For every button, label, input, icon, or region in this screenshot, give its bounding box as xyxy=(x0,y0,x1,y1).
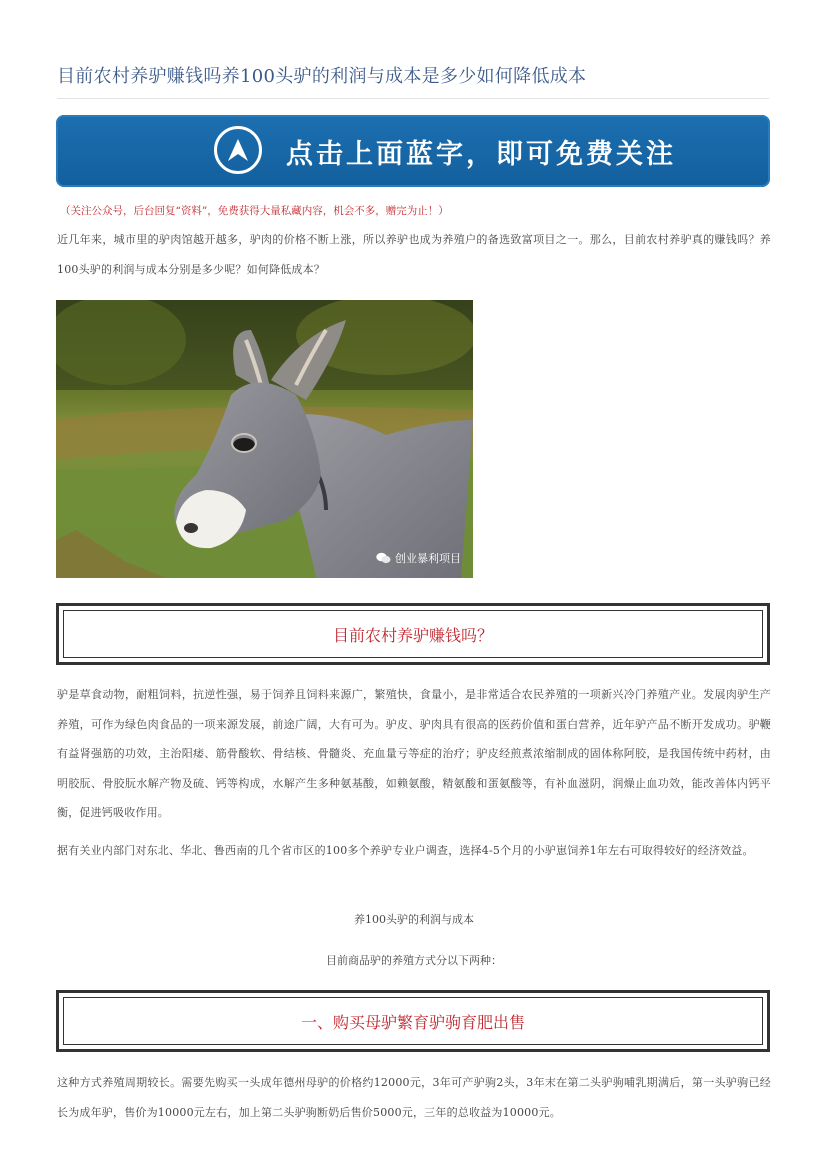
banner-text: 点击上面蓝字，即可免费关注 xyxy=(286,139,676,170)
image-watermark xyxy=(376,550,461,566)
donkey-photo xyxy=(56,300,473,578)
section-paragraph: 驴是草食动物，耐粗饲料，抗逆性强，易于饲养且饲料来源广，繁殖快，食量小，是非常适合农民养殖的一项新兴冷门养殖产业。发展肉驴生产养殖，可作为绿色肉食品的一项来源发展，前途广阔，大有可为。驴皮、驴肉具有很高的医药价值和蛋白营养，近年驴产品不断开发成功。驴鞭有益肾强筋的功效，主治阳痿、筋骨酸软、骨结核、骨髓炎、充血量亏等症的治疗；驴皮经煎煮浓缩制成的固体称阿胶，是我国传统中药材，由明胶朊、骨胶朊水解产物及硫、钙等构成，水解产生多种氨基酸，如赖氨酸，精氨酸和蛋氨酸等，有补血滋阴，润燥止血功效，能改善体内钙平衡，促进钙吸收作用。 xyxy=(57,688,771,819)
method-one-paragraph: 这种方式养殖周期较长。需要先购买一头成年德州母驴的价格约12000元，3年可产驴驹2头，3年末在第二头驴驹哺乳期满后，第一头驴驹已经长为成年驴，售价为10000元左右，加上第二头驴驹断奶后售价5000元，三年的总收益为10000元。 xyxy=(57,1076,771,1119)
section-heading: 一、购买母驴繁育驴驹育肥出售 xyxy=(63,997,763,1045)
up-arrow-icon xyxy=(214,126,262,174)
intro-paragraph: 近几年来，城市里的驴肉馆越开越多，驴肉的价格不断上涨，所以养驴也成为养殖户的备选致富项目之一。那么，目前农村养驴真的赚钱吗？养100头驴的利润与成本分别是多少呢？如何降低成本？ xyxy=(57,233,771,276)
title-divider xyxy=(57,98,769,99)
section-heading-box xyxy=(56,990,770,1052)
watermark-text: 创业暴利项目 xyxy=(395,552,461,565)
wechat-icon xyxy=(376,552,391,564)
article-title: 目前农村养驴赚钱吗养100头驴的利润与成本是多少如何降低成本 xyxy=(57,66,587,87)
section-heading-box xyxy=(56,603,770,665)
subheading-profit-cost: 养100头驴的利润与成本 xyxy=(354,913,474,926)
section-heading: 目前农村养驴赚钱吗？ xyxy=(63,610,763,658)
subheading-methods: 目前商品驴的养殖方式分以下两种： xyxy=(326,954,502,967)
follow-banner[interactable] xyxy=(56,115,770,187)
notice-text: （关注公众号，后台回复“资料”，免费获得大量私藏内容，机会不多，赠完为止！） xyxy=(60,205,449,217)
survey-paragraph: 据有关业内部门对东北、华北、鲁西南的几个省市区的100多个养驴专业户调查，选择4-5个月的小驴崽饲养1年左右可取得较好的经济效益。 xyxy=(57,844,754,857)
